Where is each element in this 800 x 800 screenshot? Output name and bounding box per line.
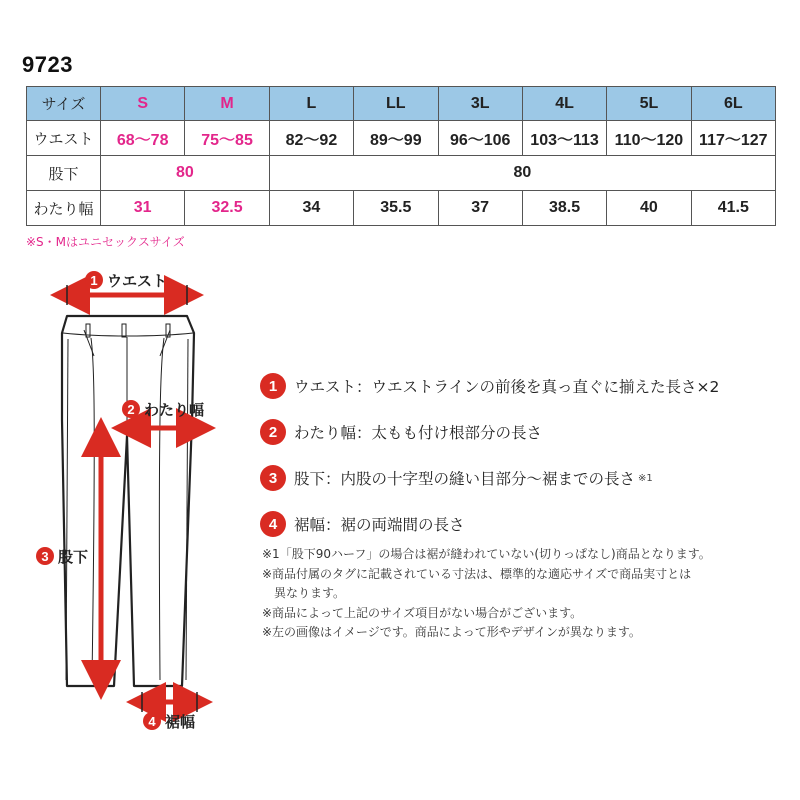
footnote-3: ※商品によって上記のサイズ項目がない場合がございます。	[262, 605, 583, 620]
legend-term: 股下	[294, 470, 326, 488]
legend-term: 裾幅	[294, 516, 326, 534]
inseam-row	[27, 156, 776, 191]
size-ll: LL	[354, 87, 438, 121]
waist-cell: 103〜113	[522, 121, 606, 156]
legend-item-inseam	[260, 455, 719, 501]
thigh-cell: 31	[101, 191, 185, 226]
waist-row-label: ウエスト	[27, 121, 101, 156]
thigh-cell: 35.5	[354, 191, 438, 226]
legend-badge: 3	[260, 465, 286, 491]
inseam-diagram-label: 股下	[58, 548, 89, 566]
legend-badge: 2	[260, 419, 286, 445]
legend-desc: ：裾の両端間の長さ	[325, 516, 465, 534]
waist-diagram-label: ウエスト	[107, 272, 168, 290]
legend-badge: 1	[260, 373, 286, 399]
legend-term: ウエスト	[294, 378, 357, 396]
waist-cell: 117〜127	[691, 121, 775, 156]
size-4l: 4L	[522, 87, 606, 121]
thigh-cell: 38.5	[522, 191, 606, 226]
waist-row	[27, 121, 776, 156]
waist-badge-num: 1	[90, 273, 98, 288]
footnote-2-cont: 異なります。	[274, 586, 346, 600]
footnotes	[262, 545, 711, 643]
inseam-row-label: 股下	[27, 156, 101, 191]
thigh-row	[27, 191, 776, 226]
thigh-cell: 41.5	[691, 191, 775, 226]
product-code: 9723	[22, 52, 73, 77]
thigh-badge-num: 2	[127, 402, 135, 417]
inseam-badge-num: 3	[41, 549, 49, 564]
size-m: M	[185, 87, 269, 121]
waist-cell: 68〜78	[101, 121, 185, 156]
thigh-cell: 32.5	[185, 191, 269, 226]
size-header-label: サイズ	[27, 87, 101, 121]
legend-desc: ：内股の十字型の縫い目部分〜裾までの長さ	[325, 470, 636, 488]
waist-cell: 75〜85	[185, 121, 269, 156]
measurement-legend	[260, 363, 719, 547]
footnote-2: ※商品付属のタグに記載されている寸法は、標準的な適応サイズで商品実寸とは	[262, 566, 692, 581]
size-l: L	[269, 87, 353, 121]
waist-cell: 110〜120	[607, 121, 691, 156]
size-header-row	[27, 87, 776, 121]
footnote-4: ※左の画像はイメージです。商品によって形やデザインが異なります。	[262, 625, 641, 639]
hem-badge-num: 4	[148, 714, 156, 729]
legend-badge: 4	[260, 511, 286, 537]
inseam-cell-other: 80	[269, 156, 775, 191]
size-5l: 5L	[607, 87, 691, 121]
waist-cell: 96〜106	[438, 121, 522, 156]
thigh-diagram-label: わたり幅	[144, 401, 205, 419]
inseam-cell-sm: 80	[101, 156, 270, 191]
legend-desc: ：太もも付け根部分の長さ	[356, 424, 543, 442]
thigh-cell: 37	[438, 191, 522, 226]
size-6l: 6L	[691, 87, 775, 121]
size-table	[26, 86, 776, 226]
legend-item-hem	[260, 501, 719, 547]
pants-diagram	[0, 250, 240, 740]
thigh-cell: 34	[269, 191, 353, 226]
legend-footnote-ref: ※1	[638, 472, 653, 484]
legend-term: わたり幅	[294, 424, 357, 442]
size-3l: 3L	[438, 87, 522, 121]
waist-cell: 89〜99	[354, 121, 438, 156]
size-s: S	[101, 87, 185, 121]
thigh-row-label: わたり幅	[27, 191, 101, 226]
pants-outline	[62, 316, 194, 686]
legend-desc: ：ウエストラインの前後を真っ直ぐに揃えた長さ×2	[356, 378, 720, 396]
legend-item-waist	[260, 363, 719, 409]
unisex-note: ※S・Mはユニセックスサイズ	[26, 235, 185, 249]
legend-item-thigh	[260, 409, 719, 455]
waist-cell: 82〜92	[269, 121, 353, 156]
hem-diagram-label: 裾幅	[165, 713, 196, 731]
thigh-cell: 40	[607, 191, 691, 226]
footnote-1: ※1「股下90ハーフ」の場合は裾が縫われていない(切りっぱなし)商品となります。	[262, 547, 711, 561]
